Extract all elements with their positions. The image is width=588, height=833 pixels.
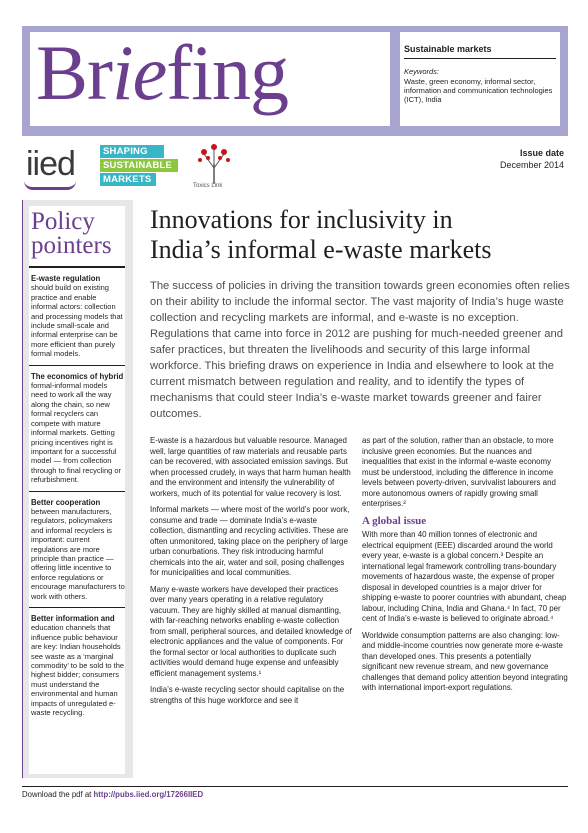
policy-pointers-title: Policy pointers [29,206,125,268]
policy-pointer: E-waste regulation should build on existing practice and enable informal actors: collection and processing models that include small-scale and informal enterprise can be more efficient than purely formal models. [29,268,125,366]
toxics-link-tree-icon [190,140,238,188]
body-paragraph: India’s e-waste recycling sector should capitalise on the strengths of this huge workforce and see it [150,685,345,705]
iied-logo: iied [26,145,75,183]
policy-pointers-sidebar [22,200,133,778]
briefing-title-box [30,29,390,126]
policy-pointer: Better cooperation between manufacturers, regulators, policymakers and informal recyclers is important: current regulations are more principle than practice — offering little incentive to enforce regulations or encourage manufacturers to work with others. [29,492,125,608]
shaping-sustainable-markets-logo: SHAPING SUSTAINABLE MARKETS [100,145,184,183]
keywords-text: Waste, green economy, informal sector, information and communication technologies (ICT), India [404,77,553,104]
body-paragraph: as part of the solution, rather than an obstacle, to more inclusive green economies. But the nuances and inequalities that exist in the informal e-waste economy must be understood, including the difference in income levels between poverty-driven, survivalist labourers and more autonomous owners of rapidly growing small enterprises.² [362,436,556,508]
keywords-label: Keywords: [404,67,440,76]
lead-paragraph: The success of policies in driving the transition towards green economies often relies on their ability to include the informal sector. The vast majority of India’s huge waste collection and recycling markets are informal, and e-waste is no exception. Regulations that came into force in 2012 are pushing for much-needed greener and safer practices, but threaten the livelihoods and security of this large informal workforce. This briefing draws on experience in India and elsewhere to look at the current mismatch between regulation and reality, and to identify the types of mechanisms that could steer India’s e-waste market towards greener and fairer outcomes. [150,280,570,420]
body-column-right [362,436,568,700]
issue-date-value: December 2014 [499,160,564,170]
issue-date-label: Issue date [519,148,564,158]
toxics-link-label: Toxics Link [193,183,223,189]
series-label: Sustainable markets [404,44,556,59]
series-box [400,32,560,126]
briefing-title: Briefing [36,29,288,116]
body-paragraph: Many e-waste workers have developed their practices over many years operating in a relative regulatory vacuum. They are highly skilled at manual dismantling, with far-reaching networks enabling e-waste collection from small, peripheral sources, and detailed knowledge of electronic appliances and the value of components. For the formal sector or local authorities to duplicate such activities would demand huge expense and unfeasibly efficient management systems.¹ [150,584,352,678]
policy-pointer: Better information and education channels that influence public behaviour are key: Indian households see waste as a ‘marginal commodity’ to be sold to the highest bidder; consumers must understand the environmental and human impacts of unregulated e-waste recycling. [31,614,125,718]
footer [22,790,203,799]
page-title: Innovations for inclusivity in India’s informal e-waste markets [150,205,492,264]
footer-divider [22,786,568,787]
section-heading: A global issue [362,514,427,527]
body-paragraph: E-waste is a hazardous but valuable resource. Managed well, large quantities of raw materials and reusable parts can be recovered, with associated emission savings. But when processed crudely, in ways that harm human health and the environment and intensify the vulnerability of workers, much of its potential for value recovery is lost. [150,436,351,498]
body-paragraph: Worldwide consumption patterns are also changing: low- and middle-income countries now generate more e-waste than developed ones. This presents a potentially significant new revenue stream, and new governance challenges that demand policy attention beyond integrating with international import-export regulations. [362,630,568,692]
footer-text: Download the pdf at [22,790,92,799]
iied-logo-swoosh [24,181,76,190]
download-link[interactable]: http://pubs.iied.org/17266IIED [93,790,204,799]
body-paragraph: With more than 40 million tonnes of electronic and electrical equipment (EEE) discarded around the world every year, e-waste is a global concern.³ Despite an international legal framework controlling trans-boundary movements of hazardous waste, the expense of proper disposal in developed countries is a major driver for shipping e-waste to poorer countries with abundant, cheap labour, including China, India and Ghana.⁴ In fact, 70 per cent of India’s e-waste is believed to originate abroad.⁴ [362,530,567,623]
body-column-left [150,436,352,712]
issue-info [500,148,564,170]
policy-pointers-panel [29,206,125,774]
body-paragraph: Informal markets — where most of the world’s poor work, consume and trade — dominate India’s e-waste collection, dismantling and recycling activities. These are often unmonitored, taking place on the periphery of large urban conurbations. They risk introducing harmful chemicals into the air, water and soil, posing challenges for municipalities and local communities. [150,505,350,577]
policy-pointer: The economics of hybrid formal-informal models need to work all the way along the chain, so new formal recyclers can compete with mature informal markets. Getting pricing incentives right is important for a successful model — from collection through to final recycling or refurbishment. [29,366,125,492]
